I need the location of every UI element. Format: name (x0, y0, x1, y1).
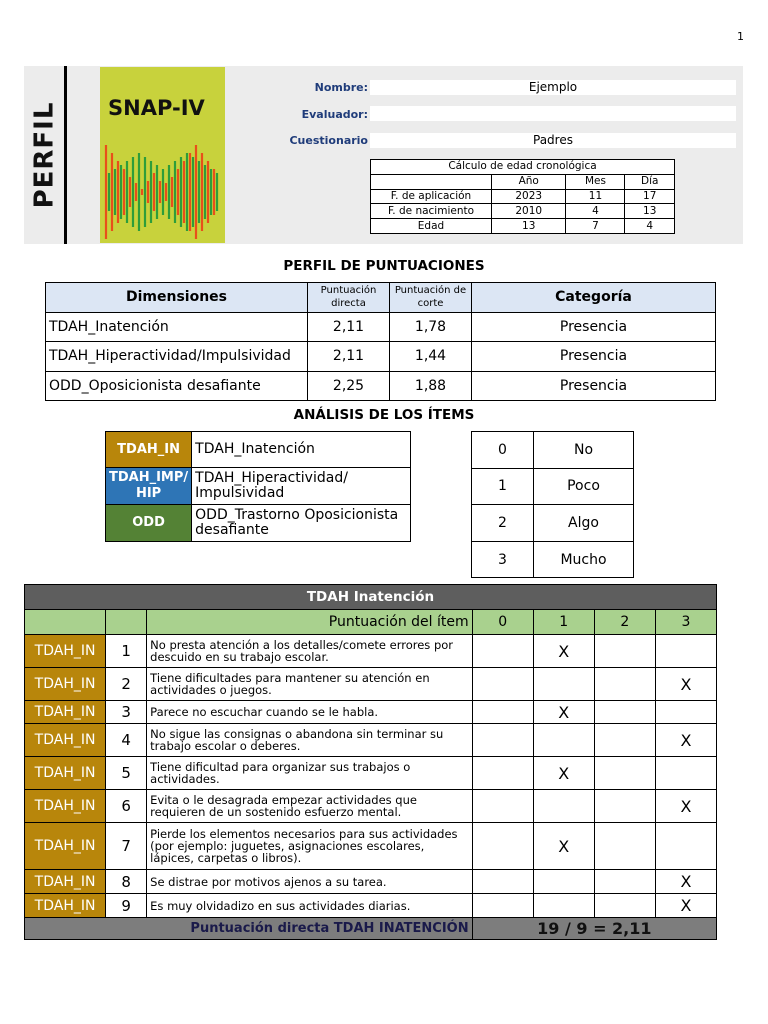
age-row-nacimiento: F. de nacimiento 2010 4 13 (371, 204, 675, 219)
age-row-edad: Edad 13 7 4 (371, 219, 675, 234)
cuestionario-field[interactable]: Padres (370, 133, 736, 148)
score-cell-3[interactable]: X (655, 668, 716, 701)
item-number: 5 (106, 757, 147, 790)
score-cell-0[interactable] (472, 757, 533, 790)
item-tag: TDAH_IN (25, 823, 106, 870)
score-cell-3[interactable]: X (655, 870, 716, 894)
snap-iv-logo (100, 67, 225, 243)
tag-odd: ODD (106, 505, 192, 542)
logo-title: SNAP-IV (108, 96, 205, 120)
tag-tdah-in: TDAH_IN (106, 432, 192, 468)
table-row (25, 757, 717, 790)
item-tag: TDAH_IN (25, 701, 106, 724)
score-cell-3[interactable] (655, 823, 716, 870)
item-text: Parece no escuchar cuando se le habla. (147, 701, 472, 724)
item-number: 2 (106, 668, 147, 701)
table-row (25, 790, 717, 823)
items-table-title: TDAH Inatención (25, 585, 717, 610)
item-text: No sigue las consignas o abandona sin terminar su trabajo escolar o deberes. (147, 724, 472, 757)
header-corte: Puntuación de corte (390, 283, 472, 313)
score-cell-0[interactable] (472, 724, 533, 757)
item-tag: TDAH_IN (25, 790, 106, 823)
dimension-legend (105, 431, 411, 542)
side-divider (64, 66, 67, 244)
item-number: 9 (106, 894, 147, 918)
scores-section-title: PERFIL DE PUNTUACIONES (283, 258, 485, 274)
score-cell-2[interactable] (594, 894, 655, 918)
age-table-title: Cálculo de edad cronológica (371, 160, 675, 175)
side-title: PERFIL (29, 101, 59, 209)
item-number: 4 (106, 724, 147, 757)
score-cell-2[interactable] (594, 668, 655, 701)
scale-row: 2 Algo (472, 505, 634, 542)
items-table: TDAH Inatención Puntuación del ítem 0 1 2 3 TDAH_IN 1 No presta atención a los detalles/comete errores por descuido en su trabajo escolar. X TDAH_IN 2 Tiene dificultades para mantener su atención en actividades o juegos. X TDAH_IN 3 Parece no escuchar cuando se le habla. X TDAH_IN 4 No sigue las consignas o abandona sin terminar su trabajo escolar o deberes. X TDAH_IN 5 Tiene dificultad para organizar sus trabajos o actividades. X TDAH_IN 6 Evita o le desagrada empezar actividades que requieren de un sostenido esfuerzo mental. X TDAH_IN 7 Pierde los elementos necesarios para sus actividades (por ejemplo: juguetes, asignaciones escolares, lápices, carpetas o libros). X TDAH_IN 8 Se distrae por motivos ajenos a su tarea. X TDAH_IN 9 Es muy olvidadizo en sus actividades diarias. X Puntuación directa TDAH INATENCIÓN 19 / 9 = 2,11 (24, 584, 717, 940)
item-text: Es muy olvidadizo en sus actividades diarias. (147, 894, 472, 918)
score-cell-0[interactable] (472, 823, 533, 870)
scores-table (45, 282, 716, 401)
age-row-aplicacion: F. de aplicación 2023 11 17 (371, 189, 675, 204)
age-col-month: Mes (566, 174, 625, 189)
score-cell-0[interactable] (472, 668, 533, 701)
score-cell-3[interactable] (655, 635, 716, 668)
cuestionario-label: Cuestionario (289, 134, 368, 147)
score-cell-0[interactable] (472, 894, 533, 918)
item-text: No presta atención a los detalles/comete errores por descuido en su trabajo escolar. (147, 635, 472, 668)
table-row (25, 724, 717, 757)
header-dimensiones: Dimensiones (46, 283, 308, 313)
score-cell-2[interactable] (594, 635, 655, 668)
score-cell-1[interactable]: X (533, 635, 594, 668)
page-number: 1 (737, 30, 744, 43)
nombre-label: Nombre: (314, 81, 368, 94)
item-text: Se distrae por motivos ajenos a su tarea. (147, 870, 472, 894)
score-cell-2[interactable] (594, 790, 655, 823)
age-col-year: Año (492, 174, 566, 189)
score-cell-3[interactable]: X (655, 790, 716, 823)
score-cell-2[interactable] (594, 757, 655, 790)
score-cell-1[interactable] (533, 790, 594, 823)
age-col-day: Día (625, 174, 675, 189)
item-text: Evita o le desagrada empezar actividades que requieren de un sostenido esfuerzo mental. (147, 790, 472, 823)
response-scale (471, 431, 634, 578)
scale-row: 1 Poco (472, 468, 634, 505)
item-tag: TDAH_IN (25, 870, 106, 894)
score-cell-1[interactable]: X (533, 823, 594, 870)
table-row (25, 894, 717, 918)
score-cell-3[interactable] (655, 701, 716, 724)
score-cell-3[interactable] (655, 757, 716, 790)
tag-tdah-imp-hip: TDAH_IMP/ HIP (106, 468, 192, 505)
score-cell-2[interactable] (594, 823, 655, 870)
table-row (25, 635, 717, 668)
header-categoria: Categoría (472, 283, 716, 313)
item-text: Pierde los elementos necesarios para sus actividades (por ejemplo: juguetes, asignaciones escolares, lápices, carpetas o libros). (147, 823, 472, 870)
item-number: 8 (106, 870, 147, 894)
logo-pattern-icon (103, 143, 222, 241)
score-cell-3[interactable]: X (655, 724, 716, 757)
score-cell-1[interactable] (533, 894, 594, 918)
score-cell-1[interactable]: X (533, 757, 594, 790)
score-cell-2[interactable] (594, 724, 655, 757)
evaluador-label: Evaluador: (301, 108, 368, 121)
item-tag: TDAH_IN (25, 894, 106, 918)
table-row (25, 870, 717, 894)
scale-row: 3 Mucho (472, 541, 634, 578)
score-cell-1[interactable] (533, 668, 594, 701)
item-number: 7 (106, 823, 147, 870)
table-row: ODD_Oposicionista desafiante 2,25 1,88 Presencia (46, 371, 716, 401)
legend-row: TDAH_IMP/ HIP TDAH_Hiperactividad/ Impulsividad (106, 468, 411, 505)
legend-row: TDAH_IN TDAH_Inatención (106, 432, 411, 468)
item-number: 3 (106, 701, 147, 724)
score-cell-1[interactable] (533, 724, 594, 757)
score-cell-0[interactable] (472, 790, 533, 823)
score-cell-0[interactable] (472, 701, 533, 724)
item-tag: TDAH_IN (25, 757, 106, 790)
score-cell-1[interactable]: X (533, 701, 594, 724)
item-tag: TDAH_IN (25, 724, 106, 757)
table-row (25, 701, 717, 724)
score-cell-0[interactable] (472, 870, 533, 894)
item-text: Tiene dificultades para mantener su atención en actividades o juegos. (147, 668, 472, 701)
score-label: Puntuación del ítem (147, 610, 472, 635)
age-calculation-table (370, 159, 675, 234)
total-label: Puntuación directa TDAH INATENCIÓN (25, 918, 473, 940)
score-cell-0[interactable] (472, 635, 533, 668)
table-row: TDAH_Inatención 2,11 1,78 Presencia (46, 312, 716, 342)
item-number: 1 (106, 635, 147, 668)
score-cell-2[interactable] (594, 870, 655, 894)
table-row (25, 668, 717, 701)
table-row (25, 823, 717, 870)
item-tag: TDAH_IN (25, 668, 106, 701)
analysis-section-title: ANÁLISIS DE LOS ÍTEMS (293, 407, 475, 423)
header-directa: Puntuación directa (308, 283, 390, 313)
evaluador-field[interactable] (370, 106, 736, 121)
legend-row: ODD ODD_Trastorno Oposicionista desafiante (106, 505, 411, 542)
item-text: Tiene dificultad para organizar sus trabajos o actividades. (147, 757, 472, 790)
item-tag: TDAH_IN (25, 635, 106, 668)
item-number: 6 (106, 790, 147, 823)
score-cell-3[interactable]: X (655, 894, 716, 918)
scale-row: 0 No (472, 432, 634, 469)
score-cell-2[interactable] (594, 701, 655, 724)
nombre-field[interactable]: Ejemplo (370, 80, 736, 95)
table-row: TDAH_Hiperactividad/Impulsividad 2,11 1,44 Presencia (46, 342, 716, 372)
total-value: 19 / 9 = 2,11 (472, 918, 716, 940)
score-cell-1[interactable] (533, 870, 594, 894)
